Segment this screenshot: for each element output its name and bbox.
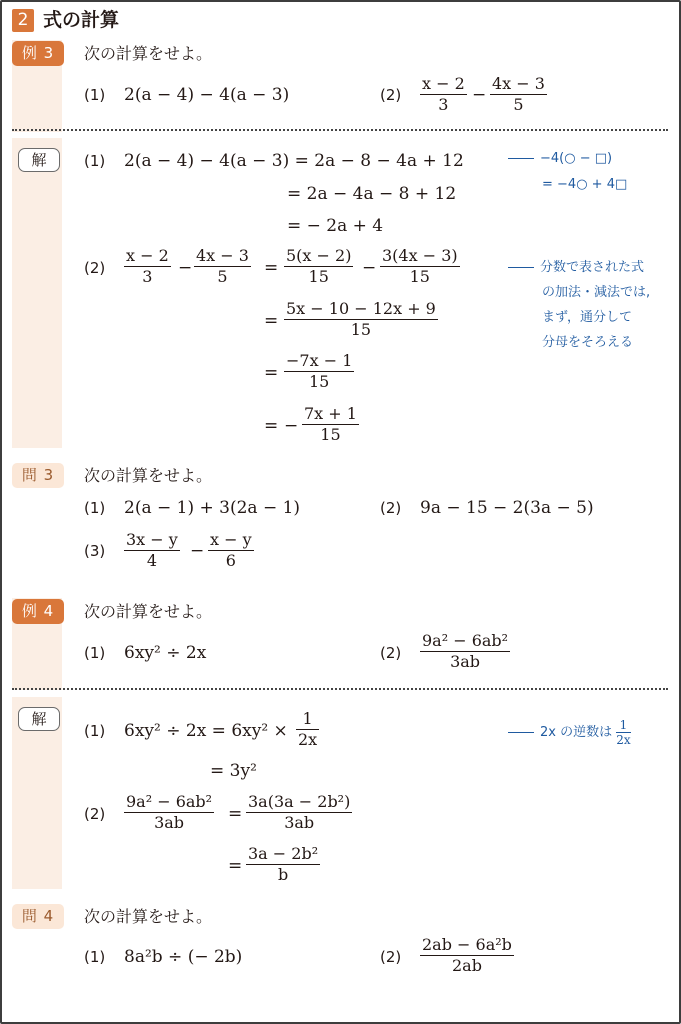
question-4-tag: 問 4 bbox=[12, 904, 64, 929]
question-3-fraction-1: $\frac{3x - y}{4}$ bbox=[126, 530, 178, 570]
solution-3-minus-3: − bbox=[284, 416, 299, 436]
solution-3-line-3: = − 2a + 4 bbox=[287, 216, 384, 236]
divider bbox=[12, 688, 668, 690]
solution-3-label-1: (1) bbox=[84, 152, 106, 170]
solution-3-frac-c: $\frac{5(x - 2)}{15}$ bbox=[286, 246, 352, 286]
solution-3-eq-1: = bbox=[264, 258, 279, 278]
note-reciprocal: 2x の逆数は $\frac{1}{2x}$ bbox=[508, 718, 631, 747]
solution-3-minus-1: − bbox=[178, 258, 193, 278]
solution-4-eq-2: = bbox=[228, 856, 243, 876]
solution-4-frac-b: $\frac{\text{3a(3a − 2b²)}}{3ab}$ bbox=[248, 792, 351, 832]
question-4-label-2: (2) bbox=[380, 948, 402, 966]
solution-4-label-1: (1) bbox=[84, 722, 106, 740]
solution-4-line-1: 6xy² ÷ 2x = 6xy² × bbox=[124, 721, 288, 741]
question-4-label-1: (1) bbox=[84, 948, 106, 966]
example-3-label-2: (2) bbox=[380, 86, 402, 104]
section-title: 式の計算 bbox=[43, 9, 120, 31]
solution-3-tag: 解 bbox=[18, 148, 60, 172]
question-3-fraction-2: $\frac{x - y}{6}$ bbox=[210, 530, 252, 570]
solution-4-frac-c: $\frac{\text{3a − 2b²}}{b}$ bbox=[248, 844, 319, 884]
example-3-prompt: 次の計算をせよ。 bbox=[84, 44, 213, 63]
solution-3-band bbox=[12, 138, 62, 448]
question-4-prompt: 次の計算をせよ。 bbox=[84, 907, 213, 926]
question-3-label-2: (2) bbox=[380, 499, 402, 517]
solution-4-reciprocal: $\frac{1}{2x}$ bbox=[298, 709, 318, 749]
solution-3-eq-3: = bbox=[264, 363, 279, 383]
example-3-fraction-2: $\frac{4x - 3}{5}$ bbox=[492, 74, 545, 114]
solution-3-frac-f: $\frac{-7x - 1}{15}$ bbox=[286, 351, 353, 391]
example-3-tag: 例 3 bbox=[12, 41, 64, 66]
example-4-label-1: (1) bbox=[84, 644, 106, 662]
example-3-label-1: (1) bbox=[84, 86, 106, 104]
solution-4-tag: 解 bbox=[18, 707, 60, 731]
example-4-tag: 例 4 bbox=[12, 599, 64, 624]
example-3-operator: − bbox=[472, 85, 487, 105]
question-3-label-3: (3) bbox=[84, 542, 106, 560]
solution-4-eq-1: = bbox=[228, 804, 243, 824]
solution-4-frac-a: $\frac{\text{9a² − 6ab²}}{3ab}$ bbox=[126, 792, 213, 832]
note-fraction-4: 分母をそろえる bbox=[542, 335, 634, 350]
solution-4-label-2: (2) bbox=[84, 805, 106, 823]
note-fraction-3: まず，通分して bbox=[542, 310, 632, 325]
divider bbox=[12, 129, 668, 131]
solution-3-frac-a: $\frac{x - 2}{3}$ bbox=[126, 246, 169, 286]
example-4-label-2: (2) bbox=[380, 644, 402, 662]
question-3-operator: − bbox=[190, 541, 205, 561]
question-3-problem-2: 9a − 15 − 2(3a − 5) bbox=[420, 498, 594, 518]
solution-3-frac-b: $\frac{4x - 3}{5}$ bbox=[196, 246, 249, 286]
note-distribute-2: = −4○ + 4□ bbox=[542, 177, 628, 192]
question-3-problem-1: 2(a − 1) + 3(2a − 1) bbox=[124, 498, 301, 518]
note-fraction-2: の加法・減法では, bbox=[542, 285, 651, 300]
solution-3-line-1: 2(a − 4) − 4(a − 3) = 2a − 8 − 4a + 12 bbox=[124, 151, 464, 171]
question-3-tag: 問 3 bbox=[12, 463, 64, 488]
solution-3-line-2: = 2a − 4a − 8 + 12 bbox=[287, 184, 457, 204]
solution-4-line-2: = 3y² bbox=[210, 761, 257, 781]
example-4-fraction: $\frac{\text{9a² − 6ab²}}{3ab}$ bbox=[422, 631, 509, 671]
note-distribute-1: −4(○ − □) bbox=[508, 147, 612, 171]
solution-3-minus-2: − bbox=[362, 258, 377, 278]
example-4-problem-1: 6xy² ÷ 2x bbox=[124, 643, 207, 663]
question-4-fraction: $\frac{\text{2ab − 6a²b}}{2ab}$ bbox=[422, 935, 512, 975]
question-3-label-1: (1) bbox=[84, 499, 106, 517]
solution-3-frac-e: $\frac{5x - 10 - 12x + 9}{15}$ bbox=[286, 299, 436, 339]
note-fraction-1: 分数で表された式 bbox=[508, 256, 644, 280]
solution-3-eq-2: = bbox=[264, 311, 279, 331]
question-3-prompt: 次の計算をせよ。 bbox=[84, 466, 213, 485]
example-3-fraction-1: $\frac{x - 2}{3}$ bbox=[422, 74, 465, 114]
example-3-problem-1: 2(a − 4) − 4(a − 3) bbox=[124, 85, 290, 105]
question-4-problem-1: 8a²b ÷ (− 2b) bbox=[124, 947, 243, 967]
solution-3-frac-g: $\frac{7x + 1}{15}$ bbox=[304, 404, 357, 444]
solution-3-label-2: (2) bbox=[84, 259, 106, 277]
example-4-prompt: 次の計算をせよ。 bbox=[84, 602, 213, 621]
solution-3-eq-4: = bbox=[264, 416, 279, 436]
section-number: 2 bbox=[12, 9, 34, 32]
solution-3-frac-d: $\frac{3(4x - 3)}{15}$ bbox=[382, 246, 458, 286]
